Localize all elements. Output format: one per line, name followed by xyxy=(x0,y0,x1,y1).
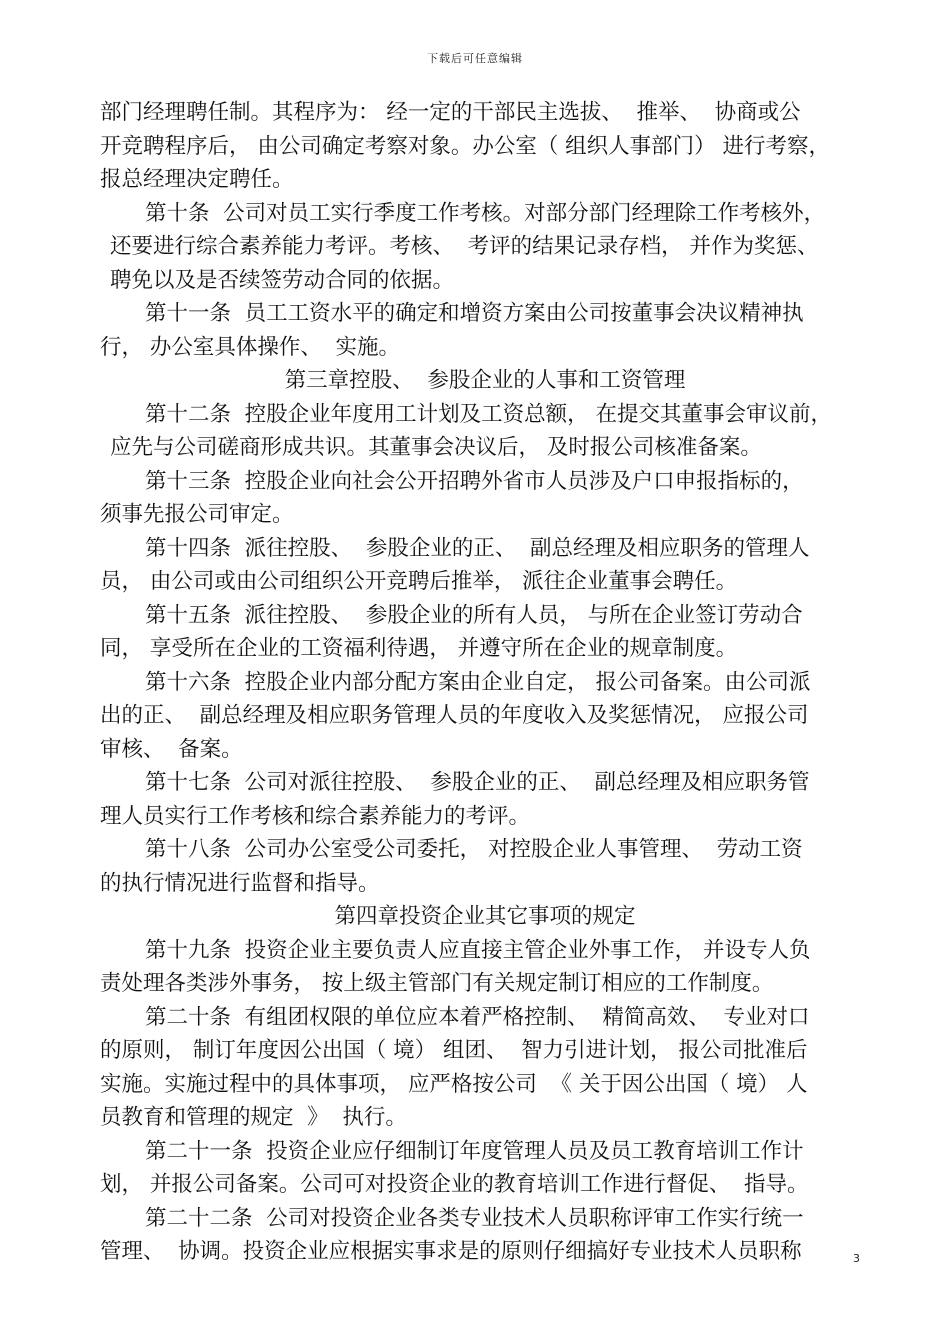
text-line: 同， 享受所在企业的工资福利待遇， 并遵守所在企业的规章制度。 xyxy=(100,636,738,661)
text-line: 第二十二条 公司对投资企业各类专业技术人员职称评审工作实行统一 xyxy=(145,1205,804,1231)
text-line: 第二十条 有组团权限的单位应本着严格控制、 精简高效、 专业对口 xyxy=(145,1004,810,1030)
text-line: 划， 并报公司备案。公司可对投资企业的教育培训工作进行督促、 指导。 xyxy=(100,1172,809,1197)
text-line: 还要进行综合素养能力考评。考核、 考评的结果记录存档， 并作为奖惩、 xyxy=(110,234,819,259)
text-line: 实施。实施过程中的具体事项， 应严格按公司 《 关于因公出国（ 境） 人 xyxy=(100,1071,808,1097)
text-line: 第十六条 控股企业内部分配方案由企业自定， 报公司备案。由公司派 xyxy=(145,669,811,695)
text-line: 第二十一条 投资企业应仔细制订年度管理人员及员工教育培训工作计 xyxy=(145,1138,804,1164)
text-line: 行， 办公室具体操作、 实施。 xyxy=(100,334,401,360)
chapter-heading: 第三章控股、 参股企业的人事和工资管理 xyxy=(284,368,686,393)
text-line: 理人员实行工作考核和综合素养能力的考评。 xyxy=(100,803,531,829)
text-line: 第十四条 派往控股、 参股企业的正、 副总经理及相应职务的管理人 xyxy=(145,535,810,561)
text-line: 的执行情况进行监督和指导。 xyxy=(100,870,380,896)
text-line: 员教育和管理的规定 》 执行。 xyxy=(100,1105,407,1130)
text-line: 第十五条 派往控股、 参股企业的所有人员， 与所在企业签订劳动合 xyxy=(145,602,803,628)
page-header: 下载后可任意编辑 xyxy=(427,52,523,65)
document-body xyxy=(100,96,870,1269)
text-line: 责处理各类涉外事务， 按上级主管部门有关规定制订相应的工作制度。 xyxy=(100,971,774,996)
text-line: 第十条 公司对员工实行季度工作考核。对部分部门经理除工作考核外， xyxy=(145,200,826,226)
text-line: 第十九条 投资企业主要负责人应直接主管企业外事工作， 并设专人负 xyxy=(145,937,811,963)
text-line: 管理、 协调。投资企业应根据实事求是的原则仔细搞好专业技术人员职称 xyxy=(100,1239,802,1264)
text-line: 开竞聘程序后， 由公司确定考察对象。办公室（ 组织人事部门） 进行考察， xyxy=(100,133,831,159)
text-line: 员， 由公司或由公司组织公开竞聘后推举， 派往企业董事会聘任。 xyxy=(100,569,738,594)
chapter-heading: 第四章投资企业其它事项的规定 xyxy=(334,904,636,929)
text-line: 第十七条 公司对派往控股、 参股企业的正、 副总经理及相应职务管 xyxy=(145,770,810,795)
text-line: 应先与公司磋商形成共识。其董事会决议后， 及时报公司核准备案。 xyxy=(110,435,762,460)
text-line: 聘免以及是否续签劳动合同的依据。 xyxy=(110,267,455,293)
text-line: 审核、 备案。 xyxy=(100,736,243,762)
text-line: 第十一条 员工工资水平的确定和增资方案由公司按董事会决议精神执 xyxy=(145,301,804,326)
text-line: 的原则， 制订年度因公出国（ 境） 组团、 智力引进计划， 报公司批准后 xyxy=(100,1038,808,1063)
page-number: 3 xyxy=(853,1252,860,1265)
text-line: 第十八条 公司办公室受公司委托， 对控股企业人事管理、 劳动工资 xyxy=(145,837,803,862)
text-line: 第十三条 控股企业向社会公开招聘外省市人员涉及户口申报指标的， xyxy=(145,468,804,494)
text-line: 报总经理决定聘任。 xyxy=(100,167,294,192)
text-line: 须事先报公司审定。 xyxy=(100,502,294,527)
text-line: 出的正、 副总经理及相应职务管理人员的年度收入及奖惩情况， 应报公司 xyxy=(100,703,809,728)
text-line: 第十二条 控股企业年度用工计划及工资总额， 在提交其董事会审议前， xyxy=(145,401,833,427)
text-line: 部门经理聘任制。其程序为： 经一定的干部民主选拔、 推举、 协商或公 xyxy=(100,100,801,125)
